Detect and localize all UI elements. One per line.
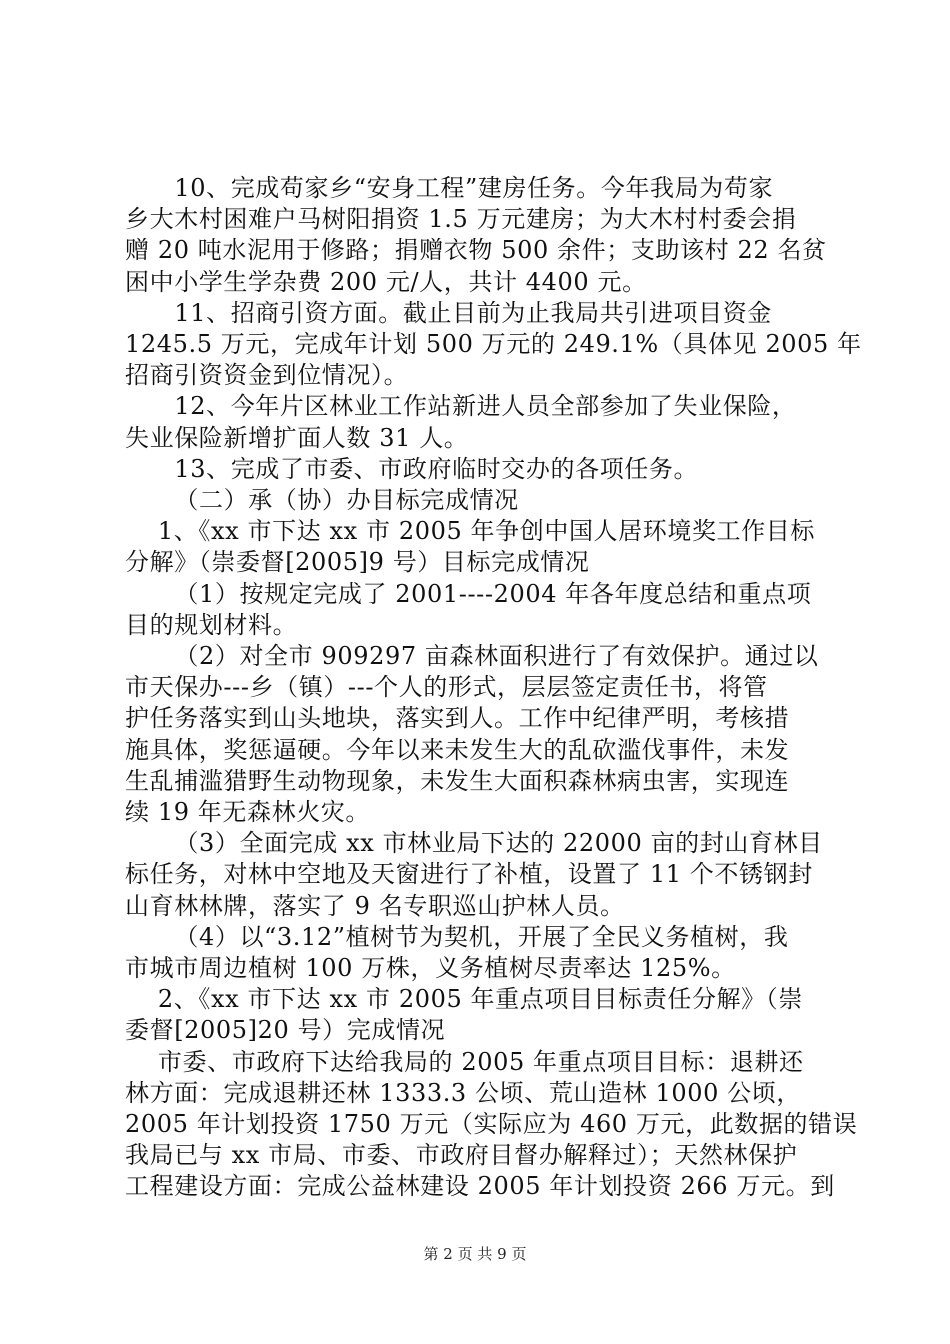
text-line: 我局已与 xx 市局、市委、市政府目督办解释过）；天然林保护 (125, 1141, 798, 1170)
text-line: 标任务，对林中空地及天窗进行了补植，设置了 11 个不锈钢封 (125, 860, 813, 889)
text-line: 市委、市政府下达给我局的 2005 年重点项目目标：退耕还 (125, 1047, 804, 1076)
text-line: 失业保险新增扩面人数 31 人。 (125, 423, 469, 452)
text-line: （1）按规定完成了 2001----2004 年各年度总结和重点项 (125, 579, 812, 608)
text-line: 赠 20 吨水泥用于修路；捐赠衣物 500 余件；支助该村 22 名贫 (125, 236, 827, 265)
text-line: 12、今年片区林业工作站新进人员全部参加了失业保险， (125, 392, 797, 421)
text-line: 10、完成苟家乡“安身工程”建房任务。今年我局为苟家 (125, 174, 774, 202)
text-line: 目的规划材料。 (125, 610, 298, 639)
text-line: 1、《xx 市下达 xx 市 2005 年争创中国人居环境奖工作目标 (125, 517, 815, 546)
text-line: 招商引资资金到位情况）。 (125, 361, 409, 390)
text-line: 2005 年计划投资 1750 万元（实际应为 460 万元，此数据的错误 (125, 1110, 858, 1138)
text-line: 林方面：完成退耕还林 1333.3 公顷、荒山造林 1000 公顷， (125, 1078, 801, 1107)
text-line: 困中小学生学杂费 200 元/人，共计 4400 元。 (125, 267, 647, 296)
text-line: 乡大木村困难户马树阳捐资 1.5 万元建房；为大木村村委会捐 (125, 205, 797, 234)
text-line: 施具体，奖惩逼硬。今年以来未发生大的乱砍滥伐事件，未发 (125, 735, 790, 764)
page-footer: 第 2 页 共 9 页 (423, 1245, 527, 1263)
text-line: 护任务落实到山头地块，落实到人。工作中纪律严明，考核措 (125, 704, 790, 733)
text-line: （3）全面完成 xx 市林业局下达的 22000 亩的封山育林目 (125, 829, 823, 858)
text-line: 13、完成了市委、市政府临时交办的各项任务。 (125, 454, 699, 483)
text-line: 11、招商引资方面。截止目前为止我局共引进项目资金 (125, 298, 772, 327)
text-line: （4）以“3.12”植树节为契机，开展了全民义务植树，我 (125, 922, 789, 951)
text-line: 市天保办---乡（镇）---个人的形式，层层签定责任书，将管 (125, 673, 768, 702)
text-line: 分解》（崇委督[2005]9 号）目标完成情况 (125, 548, 590, 577)
text-line: 2、《xx 市下达 xx 市 2005 年重点项目目标责任分解》（崇 (125, 985, 803, 1014)
text-line: 工程建设方面：完成公益林建设 2005 年计划投资 266 万元。到 (125, 1172, 835, 1201)
text-line: 生乱捕滥猎野生动物现象，未发生大面积森林病虫害，实现连 (125, 766, 790, 795)
text-line: 委督[2005]20 号）完成情况 (125, 1016, 446, 1045)
text-line: 1245.5 万元，完成年计划 500 万元的 249.1%（具体见 2005 年 (125, 330, 862, 358)
text-line: （二）承（协）办目标完成情况 (125, 486, 519, 514)
text-line: （2）对全市 909297 亩森林面积进行了有效保护。通过以 (125, 642, 819, 670)
text-line: 续 19 年无森林火灾。 (125, 798, 370, 826)
text-line: 市城市周边植树 100 万株，义务植树尽责率达 125%。 (125, 954, 736, 982)
text-line: 山育林林牌，落实了 9 名专职巡山护林人员。 (125, 891, 625, 920)
